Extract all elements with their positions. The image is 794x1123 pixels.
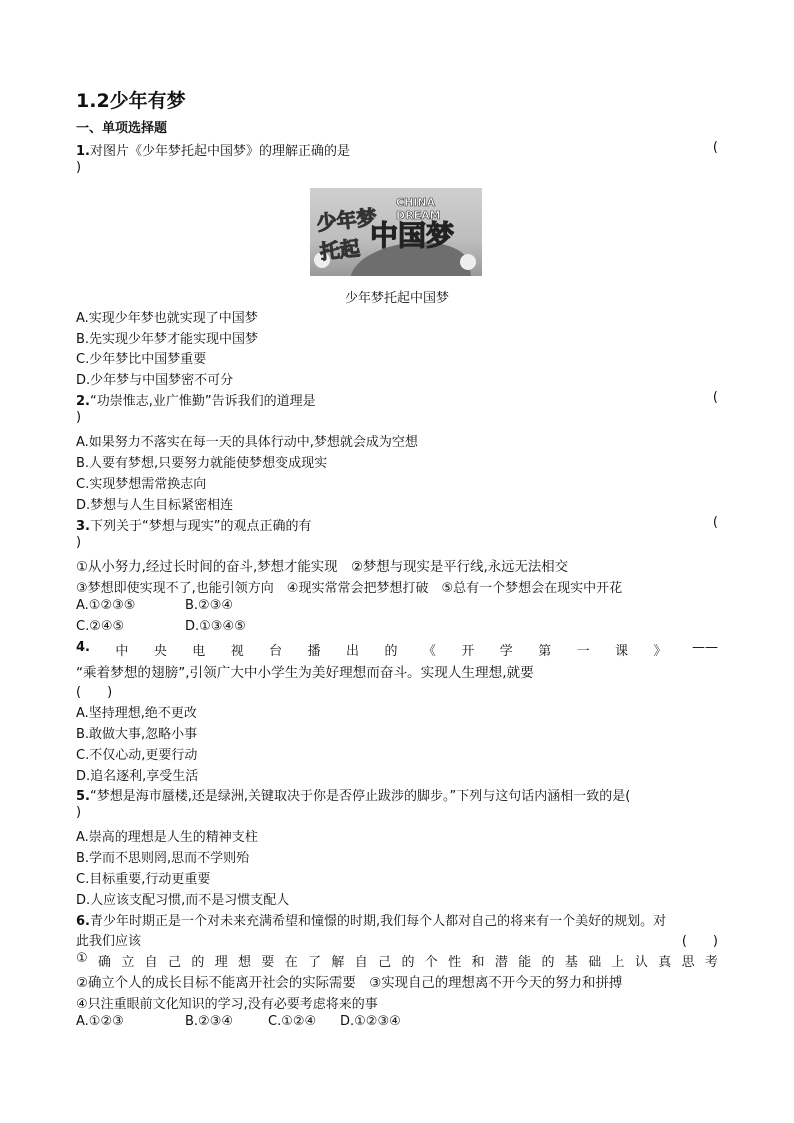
option-d: D.人应该支配习惯,而不是习惯支配人 (76, 893, 290, 908)
answer-paren-open: ( (712, 390, 718, 405)
answer-paren-close: ) (76, 410, 82, 425)
option-a: A.如果努力不落实在每一天的具体行动中,梦想就会成为空想 (76, 435, 418, 450)
answer-paren-open: ( (712, 515, 718, 530)
section-heading: 一、单项选择题 (76, 121, 168, 136)
text-char: 的 (384, 644, 398, 659)
question-number: 1. (76, 144, 90, 159)
option-b: B.②③④ (185, 1014, 234, 1029)
statements-line-1: ①从小努力,经过长时间的奋斗,梦想才能实现 ②梦想与现实是平行线,永远无法相交 (76, 560, 569, 575)
option-a: A.实现少年梦也就实现了中国梦 (76, 311, 258, 326)
answer-paren: ( ) (681, 934, 718, 949)
option-d: D.①③④⑤ (185, 619, 246, 634)
text-char: 视 (230, 644, 244, 659)
text-char: 性 (448, 955, 462, 970)
answer-paren-open: ( (712, 140, 718, 155)
question-text: “梦想是海市蜃楼,还是绿洲,关键取决于你是否停止跋涉的脚步。”下列与这句话内涵相一致的是( (89, 789, 631, 804)
text-char: 的 (541, 955, 555, 970)
text-char: 思 (681, 955, 695, 970)
statement-3-line: ④只注重眼前文化知识的学习,没有必要考虑将来的事 (76, 997, 378, 1012)
text-char: 和 (471, 955, 485, 970)
option-d: D.①②③④ (340, 1014, 401, 1029)
text-char: 要 (261, 955, 275, 970)
option-d: D.少年梦与中国梦密不可分 (76, 373, 234, 388)
text-char: 确 (97, 955, 111, 970)
text-char: 学 (499, 644, 513, 659)
text-char: 理 (214, 955, 228, 970)
option-b: B.②③④ (185, 598, 234, 613)
text-char: 上 (611, 955, 625, 970)
text-char: 央 (153, 644, 167, 659)
text-char: 己 (378, 955, 392, 970)
dream-poster-image (310, 188, 482, 276)
option-b: B.敢做大事,忽略小事 (76, 727, 198, 742)
question-number: 5. (76, 789, 90, 804)
question-6-line-2: 此我们应该 (76, 934, 142, 949)
option-d: D.追名逐利,享受生活 (76, 769, 199, 784)
text-char: 考 (704, 955, 718, 970)
page-title: 1.2少年有梦 (76, 90, 186, 112)
poster-english-text: CHINA DREAM (396, 196, 441, 222)
option-c: C.不仅心动,更要行动 (76, 748, 198, 763)
text-char: 《 (422, 644, 436, 659)
text-char: 解 (331, 955, 345, 970)
option-c: C.②④⑤ (76, 619, 125, 634)
text-char: 》 (653, 644, 667, 659)
statement-2-line: ②确立个人的成长目标不能离开社会的实际需要 ③实现自己的理想离不开今天的努力和拼搏 (76, 976, 623, 991)
question-6-line-1 (76, 910, 666, 929)
option-c: C.实现梦想需常换志向 (76, 477, 207, 492)
text-char: 个 (424, 955, 438, 970)
text-char: 电 (192, 644, 206, 659)
text-char: 能 (518, 955, 532, 970)
text-char: 想 (238, 955, 252, 970)
answer-paren-close: ) (76, 160, 82, 175)
text-char: 的 (401, 955, 415, 970)
option-a: A.崇高的理想是人生的精神支柱 (76, 830, 258, 845)
question-5 (76, 785, 630, 804)
text-char: 的 (191, 955, 205, 970)
poster-text: 少年梦 托起 (315, 205, 378, 264)
text-char: 一 (576, 644, 590, 659)
option-b: B.学而不思则罔,思而不学则殆 (76, 851, 250, 866)
question-2 (76, 390, 316, 409)
question-text: “功崇惟志,业广惟勤”告诉我们的道理是 (89, 394, 316, 409)
text-char: 播 (307, 644, 321, 659)
text-char: 在 (284, 955, 298, 970)
option-d: D.梦想与人生目标紧密相连 (76, 498, 234, 513)
statement-1-line (76, 951, 718, 970)
question-text: 青少年时期正是一个对未来充满希望和憧憬的时期,我们每个人都对自己的将来有一个美好的规划。对 (89, 914, 667, 929)
text-char: 础 (588, 955, 602, 970)
text-char: 立 (121, 955, 135, 970)
text-char: 了 (308, 955, 322, 970)
question-number: 6. (76, 914, 90, 929)
text-char: 认 (634, 955, 648, 970)
text-char: 自 (144, 955, 158, 970)
figure-caption: 少年梦托起中国梦 (344, 291, 449, 306)
option-b: B.人要有梦想,只要努力就能使梦想变成现实 (76, 456, 328, 471)
poster-main-text: 中国梦 (370, 219, 455, 252)
option-c: C.①②④ (268, 1014, 317, 1029)
question-number: 3. (76, 519, 90, 534)
text-char: 基 (564, 955, 578, 970)
text-char: 课 (615, 644, 629, 659)
text-char: 己 (168, 955, 182, 970)
text-char: 中 (115, 644, 129, 659)
question-number: 2. (76, 394, 90, 409)
text-char: 真 (658, 955, 672, 970)
option-b: B.先实现少年梦才能实现中国梦 (76, 332, 259, 347)
question-4-line-2: “乘着梦想的翅膀”,引领广大中小学生为美好理想而奋斗。实现人生理想,就要 (76, 665, 534, 681)
text-char: 开 (461, 644, 475, 659)
question-text: 下列关于“梦想与现实”的观点正确的有 (89, 519, 312, 534)
question-1 (76, 140, 350, 159)
statements-line-2: ③梦想即使实现不了,也能引领方向 ④现实常常会把梦想打破 ⑤总有一个梦想会在现实中开花 (76, 581, 623, 596)
answer-paren: ( ) (76, 685, 113, 700)
question-number: 4. (76, 640, 90, 655)
text-char: ① (76, 951, 88, 966)
option-a: A.①②③⑤ (76, 598, 136, 613)
text-char: 潜 (494, 955, 508, 970)
text-char: 第 (538, 644, 552, 659)
option-a: A.坚持理想,绝不更改 (76, 706, 197, 721)
question-4-line-1 (76, 640, 718, 659)
text-char: 出 (346, 644, 360, 659)
option-c: C.少年梦比中国梦重要 (76, 352, 207, 367)
question-text: 对图片《少年梦托起中国梦》的理解正确的是 (89, 144, 350, 159)
question-3 (76, 515, 311, 534)
tree-graphic (460, 254, 476, 270)
text-char: 自 (354, 955, 368, 970)
answer-paren-close: ) (76, 535, 82, 550)
option-c: C.目标重要,行动更重要 (76, 872, 211, 887)
text-char: —— (691, 640, 718, 655)
answer-paren-close: ) (76, 805, 82, 820)
text-char: 台 (269, 644, 283, 659)
option-a: A.①②③ (76, 1014, 124, 1029)
